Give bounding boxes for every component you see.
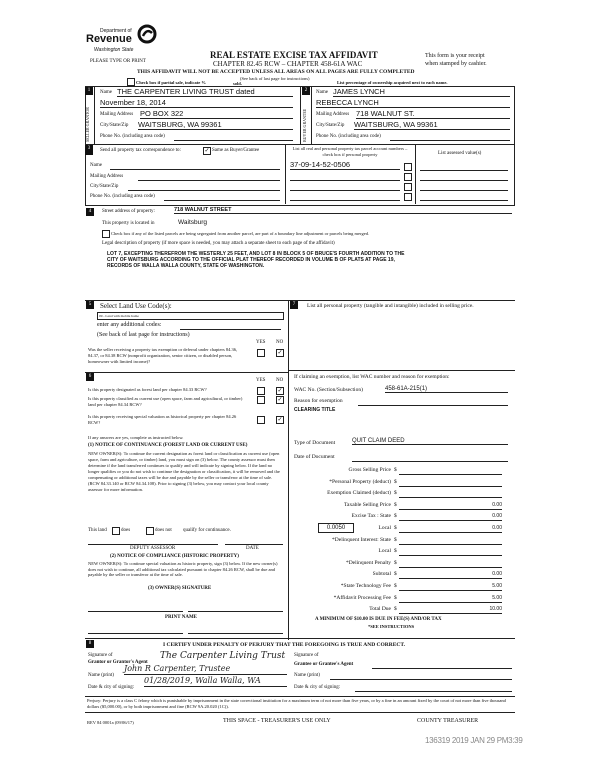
seller-side-label: SELLER GRANTOR [85,107,90,142]
sec5-yes-header: YES [256,340,266,345]
corr-phone-field[interactable] [164,194,280,201]
does-qualify-checkbox[interactable] [112,527,120,535]
fee-value[interactable]: 5.00 [399,583,502,591]
assessed-header: List assessed value(s) [438,151,482,156]
sec6-q3-yes-checkbox[interactable] [257,416,265,424]
reason-line [358,399,508,406]
segregated-label: Check box if any of the listed parcels are being segregated from another parcel, are part of a boundary line adjustment or parcels being merged. [111,231,370,236]
sec6-q1-no-checkbox[interactable]: ✓ [277,388,283,394]
logo-revenue: Revenue [86,33,132,45]
does-label: does [121,528,131,533]
fee-value[interactable] [399,467,502,475]
notice-1-text: NEW OWNER(S): To continue the current designation as forest land or classification as current use (open space, farm and agriculture, or timber) land, you must sign on (3) below. The county assessor must then determine if the land transferred continues to qualify and will indicate by signing below. If the land no longer qualifies or you do not wish to continue the designation or classification, it will be removed and the compensating or additional taxes will be due and payable by the seller or transferor at the time of sale. (RCW 84.33.140 or RCW 84.34.108). Prior to signing (3) below, you may contact your local county assessor for more information. [88,451,280,492]
grantor-sig-of: Signature of [88,653,113,658]
section-8-number: 8 [86,640,94,648]
ownership-note: List percentage of ownership acquired next to each name. [337,80,448,85]
currency-sign: $ [394,548,397,555]
fee-label: Local [378,525,391,531]
grantor-name-label: Name (print) [88,673,114,678]
fee-value[interactable]: 0.00 [399,571,502,579]
personal-property-label: List all personal property (tangible and intangible) included in selling price. [307,303,474,309]
grantee-agent-label: Grantee or Grantee's Agent [294,662,354,667]
buyer-name-label: Name [316,90,328,95]
located-field[interactable]: Waitsburg [178,219,208,226]
seller-phone-label: Phone No. (including area code) [100,134,165,139]
land-use-select[interactable]: 09 - Land with mobile home [97,312,284,320]
street-label: Street address of property: [102,209,155,214]
legal-line-3: RECORDS OF WALLA WALLA COUNTY, STATE OF WASHINGTON. [107,263,265,269]
fee-label: *Delinquent Penalty [345,559,391,566]
currency-sign: $ [394,525,397,531]
seller-name-label: Name [100,90,112,95]
parcel-1-field[interactable]: 37-09-14-52-0506 [290,160,400,170]
parcel-3-field[interactable] [290,184,400,191]
sec5-no-header: NO [276,340,284,345]
fee-label: Taxable Selling Price [344,501,391,508]
parcel-2-personal-checkbox[interactable] [404,173,412,181]
sold-label: sold. [233,81,242,86]
owner-signature-title: (3) OWNER(S) SIGNATURE [148,586,212,591]
minimum-note: A MINIMUM OF $10.00 IS DUE IN FEE(S) AND/OR TAX [315,617,442,622]
see-instructions: *SEE INSTRUCTIONS [368,624,415,629]
sec6-q2: Is this property classified as current use (open space, farm and agricultural, or timber) land per chapter 84.34 RCW? [88,396,243,407]
fee-value[interactable] [399,537,502,545]
fee-label: Subtotal [372,571,391,578]
corr-name-label: Name [90,163,102,168]
parcel-4-personal-checkbox[interactable] [404,193,412,201]
certify-statement: I CERTIFY UNDER PENALTY OF PERJURY THAT THE FOREGOING IS TRUE AND CORRECT. [163,642,406,648]
corr-city-field[interactable] [128,184,280,191]
fee-value[interactable] [399,548,502,556]
partial-sale-label: Check box if partial sale, indicate % [136,80,206,85]
notice-2-title: (2) NOTICE OF COMPLIANCE (HISTORIC PROPERTY) [110,554,239,559]
legal-description[interactable] [107,251,404,269]
grantee-name-label: Name (print) [294,673,320,678]
legal-line-1: LOT 7, EXCEPTING THEREFROM THE WESTERLY 25 FEET, AND LOT 8 IN BLOCK 5 OF BRUCE'S FOURTH ADDITION TO THE [107,251,405,257]
parcel-2-field[interactable] [290,174,400,181]
rev-number: REV 84 0001a (09/06/17) [87,720,134,725]
partial-sale-checkbox[interactable] [127,78,135,86]
legal-line-2: CITY OF WAITSBURG ACCORDING TO THE OFFICIAL PLAT THEREOF RECORDED IN VOLUME B OF PLATS AT PAGE 19, [107,257,395,263]
parcel-header: List all real and personal property tax parcel account numbers – check box if personal property [292,146,408,157]
print-name-label: PRINT NAME [165,615,197,620]
same-as-buyer-checkbox[interactable]: ✓ [204,148,210,154]
buyer-side-label: BUYER GRANTEE [302,108,307,142]
qualify-label: qualify for continuance. [183,528,231,533]
sec6-q2-no-checkbox[interactable]: ✓ [277,397,283,403]
assessed-3-field[interactable] [420,184,508,191]
exemption-label: If claiming an exemption, list WAC number and reason for exemption: [294,374,450,380]
notice-1-title: (1) NOTICE OF CONTINUANCE (FOREST LAND OR CURRENT USE) [88,443,248,448]
assessed-2-field[interactable] [420,174,508,181]
buyer-name-field[interactable]: JAMES LYNCH [333,87,510,97]
perjury-note: Perjury: Perjury is a class C felony which is punishable by imprisonment in the state correctional institution for a maximum term of not more than five years, or by a fine in an amount fixed by the court of not more than five thousand dollars ($5,000.00), or by both imprisonment and fine (RCW 9A.20.020 (1C)). [87,698,506,709]
grantee-date-label: Date & city of signing: [294,685,341,690]
county-treasurer: COUNTY TREASURER [417,718,479,724]
reason-label: Reason for exemption [294,398,343,404]
see-back: (See back of last page for instructions) [240,75,310,81]
does-not-qualify-checkbox[interactable] [146,527,154,535]
fee-label: Excise Tax : State [351,513,391,520]
does-not-label: does not [155,528,172,533]
section-5-number: 5 [86,301,94,309]
grantor-signature[interactable]: The Carpenter Living Trust [160,651,286,661]
fee-label: *State Technology Fee [340,583,391,589]
if-yes-note: If any answers are yes, complete as instructed below. [88,435,184,440]
doc-date-label: Date of Document [294,454,335,460]
legal-label: Legal description of property (if more space is needed, you may attach a separate sheet to each page of the affidavit) [102,241,335,246]
wac-field[interactable]: 458-61A-215(1) [385,386,508,393]
fee-label: *Delinquent Interest: State [332,536,391,543]
section-1-number: 1 [85,87,93,95]
assessed-4-field[interactable] [420,194,508,201]
sec6-q3-no-checkbox[interactable]: ✓ [277,417,283,423]
seller-mail-field[interactable]: PO BOX 322 [140,109,293,119]
sec5-q1: Was the seller receiving a property tax exemption or deferral under chapters 84.36, 84.37, or 84.38 RCW (nonprofit organization, senior citizen, or disabled person, homeowner with limited income)? [88,347,238,364]
notice-2-text: NEW OWNER(S): To continue special valuation as historic property, sign (3) below. If the new owner(s) does not wish to continue, all additional tax calculated pursuant to chapter 84.26 RCW, shall be due and payable by the seller or transferor at the time of sale. [88,561,278,577]
fee-value[interactable]: 0.00 [399,502,502,510]
segregated-checkbox[interactable] [102,230,110,238]
additional-codes-field[interactable] [180,322,281,330]
treasurer-stamp: 136319 2019 JAN 29 PM3:39 [425,736,523,745]
fee-value[interactable]: 10.00 [399,606,502,614]
sec6-no-header: NO [276,378,284,383]
treasurer-space: THIS SPACE - TREASURER'S USE ONLY [223,718,331,724]
currency-sign: $ [394,513,397,520]
logo-state: Washington State [94,47,134,53]
fee-label: *Personal Property (deduct) [329,478,391,485]
parcel-4-field[interactable] [290,194,400,201]
logo-emblem-icon [137,24,157,44]
sec6-q3: Is this property receiving special valuation as historical property per chapter 84.26 RCW? [88,414,237,425]
doc-type-field[interactable]: QUIT CLAIM DEED [352,438,508,445]
fee-value[interactable]: 5.00 [399,595,502,603]
receipt-note-1: This form is your receipt [425,53,485,59]
fee-label: Total Due [369,606,391,613]
send-correspondence-label: Send all property tax correspondence to: [100,148,181,153]
form-title: REAL ESTATE EXCISE TAX AFFIDAVIT [210,50,378,60]
seller-city-label: City/State/Zip [100,123,129,128]
buyer-city-label: City/State/Zip [316,123,345,128]
currency-sign: $ [394,559,397,566]
currency-sign: $ [394,606,397,613]
grantor-date-field[interactable]: 01/28/2019, Walla Walla, WA [144,676,287,687]
please-type: PLEASE TYPE OR PRINT [90,59,146,64]
section-4-number: 4 [86,208,94,216]
assessed-1-field[interactable] [420,164,508,171]
section-2-number: 2 [302,87,310,95]
currency-sign: $ [394,467,397,473]
fee-label: Exemption Claimed (deduct) [327,490,391,497]
currency-sign: $ [394,536,397,543]
sec6-q2-yes-checkbox[interactable] [257,396,265,404]
street-field[interactable]: 718 WALNUT STREET [174,207,512,214]
reason-field[interactable]: CLEARING TITLE [294,407,336,413]
form-chapter: CHAPTER 82.45 RCW – CHAPTER 458-61A WAC [213,60,363,68]
buyer-city-field[interactable]: WAITSBURG, WA 99361 [354,120,510,130]
currency-sign: $ [394,594,397,601]
buyer-mail-label: Mailing Address [316,112,350,117]
buyer-phone-field[interactable] [390,134,510,141]
parcel-3-personal-checkbox[interactable] [404,183,412,191]
fee-value[interactable]: 0.00 [399,525,502,533]
deputy-date-label: DATE [246,546,259,551]
sec6-q1: Is this property designated as forest land per chapter 84.33 RCW? [88,387,207,392]
sec5-q1-no-checkbox[interactable]: ✓ [277,350,283,356]
fee-value[interactable]: 0.00 [399,513,502,521]
grantee-name-field[interactable] [330,673,512,680]
receipt-note-2: when stamped by cashier. [425,61,487,67]
fee-value[interactable] [399,490,502,498]
logo-dept: Department of [100,28,132,34]
grantee-signature-field[interactable] [372,662,512,669]
this-land-label: This land [88,528,107,533]
fee-label: Gross Selling Price [348,467,391,473]
buyer-name-2-field[interactable]: REBECCA LYNCH [316,98,510,108]
local-rate-field[interactable]: 0.0050 [318,523,354,533]
grantor-name-field[interactable]: John R Carpenter, Trustee [124,664,287,675]
fee-value[interactable] [399,560,502,568]
fee-label: *Affidavit Processing Fee [333,594,391,601]
section-7-number: 7 [290,301,298,309]
corr-city-label: City/State/Zip [90,184,119,189]
wac-label: WAC No. (Section/Subsection) [294,387,363,393]
located-label: This property is located in [102,221,155,226]
same-as-buyer-label: Same as Buyer/Grantee [212,148,260,153]
section-3-number: 3 [85,145,93,155]
corr-phone-label: Phone No. (including area code) [90,194,155,199]
parcel-1-personal-checkbox[interactable] [404,163,412,171]
grantee-sig-of: Signature of [294,653,319,658]
buyer-phone-label: Phone No. (including area code) [316,134,381,139]
currency-sign: $ [394,501,397,508]
doc-date-field[interactable] [352,455,508,462]
grantor-date-label: Date & city of signing: [88,685,135,690]
fee-value[interactable] [399,479,502,487]
sec5-q1-yes-checkbox[interactable] [257,349,265,357]
section-6-number: 6 [86,373,94,381]
currency-sign: $ [394,478,397,485]
seller-city-field[interactable]: WAITSBURG, WA 99361 [138,120,293,130]
sec6-q1-yes-checkbox[interactable] [257,387,265,395]
grantor-agent-label: Grantor or Grantor's Agent [88,660,148,665]
corr-mail-field[interactable] [138,174,280,181]
seller-phone-field[interactable] [174,134,293,141]
grantee-date-field[interactable] [355,685,512,692]
currency-sign: $ [394,571,397,578]
land-use-see-back: (See back of last page for instructions) [97,332,190,338]
seller-name-2-field[interactable]: November 18, 2014 [100,98,293,108]
seller-mail-label: Mailing Address [100,112,134,117]
additional-codes-label: enter any additional codes: [97,322,162,328]
currency-sign: $ [394,490,397,497]
doc-type-label: Type of Document [294,440,336,446]
corr-name-field[interactable] [110,163,280,170]
sec6-yes-header: YES [256,378,266,383]
corr-mail-label: Mailing Address [90,174,124,179]
land-use-label: Select Land Use Code(s): [100,302,172,310]
seller-name-field[interactable]: THE CARPENTER LIVING TRUST dated [117,87,293,97]
buyer-mail-field[interactable]: 718 WALNUT ST. [356,109,510,119]
fee-label: Local [378,548,391,555]
currency-sign: $ [394,583,397,589]
deputy-assessor-label: DEPUTY ASSESSOR [130,546,176,551]
warning: THIS AFFIDAVIT WILL NOT BE ACCEPTED UNLESS ALL AREAS ON ALL PAGES ARE FULLY COMPLETED [137,69,415,75]
